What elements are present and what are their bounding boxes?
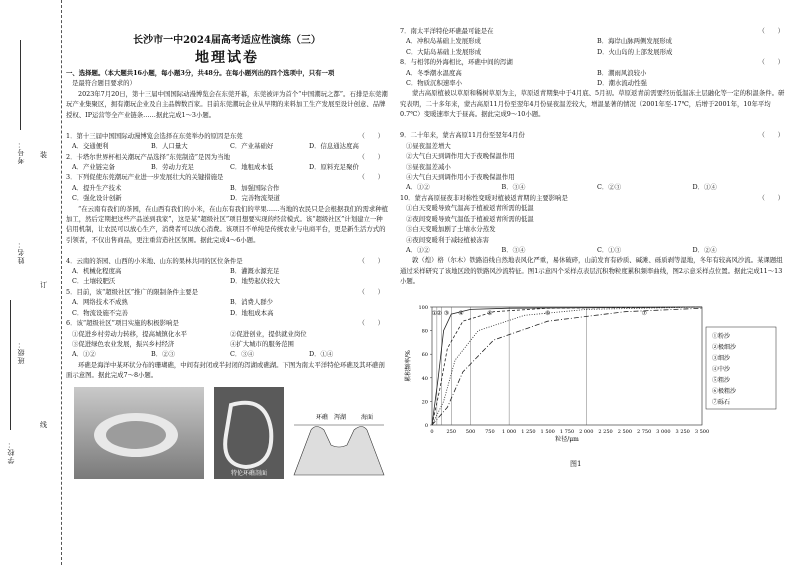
q2-option-a[interactable]: A．产业链完备 xyxy=(72,163,115,172)
q7-option-a[interactable]: A．冲积岛基础上发展形成 xyxy=(406,37,481,46)
section-heading-cont: 是最符合题目要求的） xyxy=(72,79,136,88)
passage-3: 环礁是海洋中某环状分布的珊瑚礁，中间有封闭或半封闭的泻湖或礁湖。下图为南太平洋特伦环礁及其环礁剖面示意图。据此完成7～8小题。 xyxy=(66,360,385,380)
x-tick-label-5: 1 250 xyxy=(521,429,536,436)
x-tick-label-11: 2 750 xyxy=(636,429,652,436)
passage-1: 2023年7月20日，第十三届中国国际动漫博览会在东莞开幕，东莞被评为首个“中国潮玩之都”。石排是东莞潮玩产业集聚区，拥有潮玩企业及自主品牌数百家。目前东莞潮玩企业从早期的来料加工生产发展至设计创意、品牌授权、IP运营等全产业链条……据此完成1～3小题。 xyxy=(66,89,388,119)
q10-option-b[interactable]: B．③④ xyxy=(501,245,526,254)
x-tick-label-12: 3 000 xyxy=(656,429,671,436)
legend-entry-2: ②极细沙 xyxy=(712,344,737,352)
q10-statement-4: ④夜间变暖利于减轻植被冻害 xyxy=(406,235,490,244)
q10-stem: 10．蒙古高原昼夜非对称性变暖对植被返青期的主要影响是 xyxy=(400,193,568,202)
q9-option-a[interactable]: A．①② xyxy=(406,183,430,192)
question-7: 7．南太平洋特伦环礁最可能是在 （ ） xyxy=(400,27,784,35)
q1-option-b[interactable]: B．人口量大 xyxy=(151,142,188,151)
left-column xyxy=(66,0,388,481)
x-axis-label: 粒径/μm xyxy=(555,436,579,444)
q9-option-d[interactable]: D．①④ xyxy=(692,183,717,192)
q4-option-a[interactable]: A．机械化程度高 xyxy=(72,267,122,276)
q9-statement-3: ③昼夜温差减小 xyxy=(406,162,451,171)
school-line xyxy=(10,300,11,430)
x-tick-label-8: 2 000 xyxy=(579,429,594,436)
q5-option-b[interactable]: B．消费人群少 xyxy=(230,298,274,307)
x-tick-label-13: 3 250 xyxy=(675,429,690,436)
y-tick-label-2: 40 xyxy=(421,376,428,383)
y-tick-label-3: 60 xyxy=(421,352,428,359)
q6-option-a[interactable]: A．①② xyxy=(72,350,96,359)
q9-option-c[interactable]: C．②③ xyxy=(597,183,622,192)
region-label-5: ⑤ xyxy=(487,310,493,318)
q10-option-a[interactable]: A．①② xyxy=(406,245,430,254)
figure-1-caption: 图1 xyxy=(570,460,582,469)
region-label-3: ③ xyxy=(443,310,450,318)
q10-option-c[interactable]: C．①③ xyxy=(597,245,622,254)
series-line-1 xyxy=(432,307,702,425)
atoll-lagoon xyxy=(106,421,166,449)
region-label-2: ② xyxy=(436,310,442,318)
q6-statement-1: ①促进乡村劳动力转移，提高城镇化水平 xyxy=(72,329,188,338)
q6-option-b[interactable]: B．②③ xyxy=(151,350,175,359)
binding-strip xyxy=(0,0,62,565)
q10-option-d[interactable]: D．②④ xyxy=(692,245,717,254)
question-8: 8．与相邻的外海相比，环礁中间的泻湖 （ ） xyxy=(400,58,784,67)
q5-option-d[interactable]: D．地租成本高 xyxy=(230,308,274,317)
q6-option-c[interactable]: C．③④ xyxy=(230,350,255,359)
q4-option-c[interactable]: C．土壤较肥沃 xyxy=(72,277,116,286)
section-label-atoll: 环礁 xyxy=(316,413,329,421)
q4-options-row1 xyxy=(66,266,388,276)
name-label: 姓名： xyxy=(17,240,25,264)
legend-entry-6: ⑥极粗沙 xyxy=(712,388,737,396)
q2-option-c[interactable]: C．地租成本低 xyxy=(230,163,274,172)
legend-entry-4: ④中沙 xyxy=(712,366,731,374)
x-tick-label-3: 750 xyxy=(485,429,495,436)
x-tick-label-10: 2 500 xyxy=(617,429,633,436)
q9-statement-4: ④大气白天到调作用小于夜晚保温作用 xyxy=(406,173,515,182)
q9-statement-1: ①昼夜温差增大 xyxy=(406,141,451,150)
q9-options xyxy=(400,182,788,192)
q3-options-row2 xyxy=(66,193,388,203)
subject-title: 地理试卷 xyxy=(195,50,259,66)
q1-stem: 1．第十三届中国国际动漫博览会选择在东莞举办的原因是东莞 xyxy=(66,131,243,140)
x-tick-label-4: 1 000 xyxy=(501,429,517,436)
section-label-sea: 海面 xyxy=(361,413,374,421)
dash-char-1: 装 xyxy=(40,151,47,159)
q9-statement-2: ②大气白天到调作用大于夜晚保温作用 xyxy=(406,152,515,161)
y-tick-label-4: 80 xyxy=(421,328,428,335)
question-4: 4．云南的茶园、山西的小米地、山东的果林共同的区位条件是 （ ） xyxy=(66,256,384,265)
q6-stem: 6．该“超级社区”项目实施的积极影响是 xyxy=(66,319,179,328)
q7-option-d[interactable]: D．火山岛的上部发展形成 xyxy=(597,47,673,56)
q1-option-a[interactable]: A．交通便利 xyxy=(72,142,109,151)
id-line xyxy=(20,40,21,130)
y-tick-label-5: 100 xyxy=(418,305,428,312)
y-axis-label: 累积频率/% xyxy=(405,350,412,383)
x-tick-label-7: 1 750 xyxy=(559,429,575,436)
q3-stem: 3．下列促使东莞潮玩产业进一步发展壮大的关键措施是 xyxy=(66,173,224,182)
legend-entry-5: ⑤粗沙 xyxy=(712,377,731,385)
q8-option-a[interactable]: A．冬季潮水温度高 xyxy=(406,68,462,77)
x-tick-label-2: 500 xyxy=(465,429,476,436)
q8-option-d[interactable]: D．潮水流动性强 xyxy=(597,79,647,88)
q10-options xyxy=(400,245,788,255)
series-line-4 xyxy=(432,309,702,426)
q4-option-d[interactable]: D．地势起伏较大 xyxy=(230,277,280,286)
q7-stem: 7．南太平洋特伦环礁最可能是在 xyxy=(400,27,494,35)
q8-option-c[interactable]: C．物质沉积速率小 xyxy=(406,79,463,88)
x-tick-label-1: 250 xyxy=(446,429,457,436)
q10-statement-3: ③白天变暖加剧了土壤水分蒸发 xyxy=(406,225,496,234)
y-tick-label-1: 20 xyxy=(421,399,428,406)
x-tick-label-0: 0 xyxy=(430,429,434,436)
q6-option-d[interactable]: D．①④ xyxy=(309,350,334,359)
q6-options xyxy=(66,349,388,359)
q6-statements-row2 xyxy=(66,339,388,349)
chart-svg xyxy=(400,301,788,461)
question-3: 3．下列促使东莞潮玩产业进一步发展壮大的关键措施是 （ ） xyxy=(66,173,384,182)
region-label-1: ① xyxy=(431,310,438,318)
q4-stem: 4．云南的茶园、山西的小米地、山东的果林共同的区位条件是 xyxy=(66,256,243,265)
question-10: 10．蒙古高原昼夜非对称性变暖对植被返青期的主要影响是 （ ） xyxy=(400,193,784,202)
region-label-7: ⑦ xyxy=(641,310,647,318)
legend-entry-3: ③细沙 xyxy=(712,355,731,363)
q1-options xyxy=(66,141,388,151)
question-1: 1．第十三届中国国际动漫博览会选择在东莞举办的原因是东莞 （ ） xyxy=(66,131,384,140)
atoll-figure-svg xyxy=(66,385,388,481)
q8-options-row1 xyxy=(400,68,788,78)
atoll-map-label: 特伦环礁剖面 xyxy=(230,469,268,477)
question-9: 9．二十年来，蒙古高原11月份至翌年4月份 （ ） xyxy=(400,131,784,140)
region-label-6: ⑥ xyxy=(545,310,551,318)
question-5: 5．目前，该“超级社区”推广的限制条件主要是 （ ） xyxy=(66,287,384,296)
q4-options-row2 xyxy=(66,276,388,286)
q5-option-a[interactable]: A．网络技术不成熟 xyxy=(72,298,128,307)
q6-statement-4: ④扩大城市的服务范围 xyxy=(230,339,294,348)
right-column xyxy=(400,0,788,471)
q5-options-row1 xyxy=(66,297,388,307)
q2-option-d[interactable]: D．原料充足聚价 xyxy=(309,163,359,172)
atoll-figures xyxy=(66,385,388,481)
q1-option-c[interactable]: C．产业基础好 xyxy=(230,142,274,151)
id-label: 考号： xyxy=(17,140,25,164)
q8-option-b[interactable]: B．潮雨风浪较小 xyxy=(597,68,647,77)
q2-options xyxy=(66,162,388,172)
school-label: 学校： xyxy=(7,440,15,464)
q7-options-row2 xyxy=(400,47,788,57)
region-label-4: ④ xyxy=(458,310,464,318)
legend-entry-7: ⑦砾石 xyxy=(712,399,731,407)
q4-option-b[interactable]: B．灌溉水源充足 xyxy=(230,267,280,276)
question-6: 6．该“超级社区”项目实施的积极影响是 （ ） xyxy=(66,319,384,328)
q5-stem: 5．目前，该“超级社区”推广的限制条件主要是 xyxy=(66,287,199,296)
y-tick-label-0: 0 xyxy=(424,423,428,430)
x-tick-label-6: 1 500 xyxy=(540,429,555,436)
q6-statement-2: ②促进创业，提供就业岗位 xyxy=(230,329,307,338)
q3-option-d[interactable]: D．完善物流渠道 xyxy=(230,194,280,203)
atoll-section xyxy=(294,426,384,475)
q8-stem: 8．与相邻的外海相比，环礁中间的泻湖 xyxy=(400,58,513,67)
grain-size-chart xyxy=(400,301,788,471)
section-heading: 一、选择题。（本大题共16小题，每小题3分，共48分。在每小题列出的四个选项中，只有一项 xyxy=(66,69,335,77)
q9-option-b[interactable]: B．③④ xyxy=(501,183,526,192)
q3-options-row1 xyxy=(66,183,388,193)
q6-statements-row1 xyxy=(66,329,388,339)
dash-char-2: 订 xyxy=(40,281,47,289)
q10-statement-1: ①白天变暖导致气温高于植被返青所需的低温 xyxy=(406,204,534,213)
q5-option-c[interactable]: C．物流设施不完善 xyxy=(72,308,129,317)
passage-2: “在云南有我们的茶园，在山西有我们的小米，在山东有我们的苹果……当地的农民只是会根据我们的需求种植加工，然后定期把这些产品送到我家”，这是某“超级社区”项目想要实现的经营模式。该“超级社区”计划建立一种信用机制，让农民可以放心生产，消费者可以放心消费。该项目不单纯是传统农业与电商平台，更是新生活方式的引领者，不仅出售商品，更注重营造社区氛围。据此完成4～6小题。 xyxy=(66,204,388,244)
passage-4: 蒙古高原植被以草原和稀树草原为主，草原返青期集中于4月底、5月初。草原返青前需要经历低温冻土层融化等一定的积温条件。研究表明，二十多年来，蒙古高原11月份至翌年4月份昼夜温差较大，增温显著的情况（2001年至-17℃，后增于2001年，10年平均0.7℃）变暖速率大于昼高。据此完成9～10小题。 xyxy=(400,89,785,119)
x-tick-label-14: 3 500 xyxy=(694,429,710,436)
q3-option-c[interactable]: C．强化设计创新 xyxy=(72,194,122,203)
series-line-3 xyxy=(432,307,702,425)
passage-5: 敦（煌）格（尔木）铁路沿线自然地表风化严重，易休破碎，山前发育有砂质、碱滩、砾质剥等湿地，冬年有较高风沙流。某课题组通过采样研究了该地区段的铁路风沙流特征。图1示意四个采样点表层沉积物粒度累积频率曲线，图2示意采样点位置。据此完成11～13小题。 xyxy=(400,256,783,286)
q1-option-d[interactable]: D．信息通达度高 xyxy=(309,142,359,151)
dash-char-3: 线 xyxy=(40,421,47,429)
question-2: 2．卡塔尔世界杯相关潮玩产品选择“东莞制造”是因为当地 （ ） xyxy=(66,152,384,161)
q8-options-row2 xyxy=(400,78,788,88)
q9-stem: 9．二十年来，蒙古高原11月份至翌年4月份 xyxy=(400,131,525,140)
q2-option-b[interactable]: B．劳动力充足 xyxy=(151,163,195,172)
q7-options-row1 xyxy=(400,36,788,46)
q7-option-b[interactable]: B．海岸山脉两侧发展形成 xyxy=(597,37,672,46)
q7-option-c[interactable]: C．大陆岛基础上发展形成 xyxy=(406,47,482,56)
series-line-2 xyxy=(432,307,702,425)
q3-option-a[interactable]: A．提升生产技术 xyxy=(72,183,122,192)
q10-statement-2: ②夜间变暖导致气温低于植被返青所需的低温 xyxy=(406,214,534,223)
x-tick-label-9: 2 250 xyxy=(598,429,613,436)
plot-frame xyxy=(432,307,702,425)
q3-option-b[interactable]: B．加强国际合作 xyxy=(230,183,280,192)
exam-title: 长沙市一中2024届高考适应性演练（三） xyxy=(133,35,321,46)
q6-statement-3: ③促进绿色农业发展，振兴乡村经济 xyxy=(72,339,175,348)
class-label: 班级： xyxy=(17,340,25,364)
legend-entry-1: ①粉沙 xyxy=(712,333,731,341)
q5-options-row2 xyxy=(66,308,388,318)
section-label-lagoon: 泻湖 xyxy=(334,413,347,421)
q2-stem: 2．卡塔尔世界杯相关潮玩产品选择“东莞制造”是因为当地 xyxy=(66,152,230,161)
